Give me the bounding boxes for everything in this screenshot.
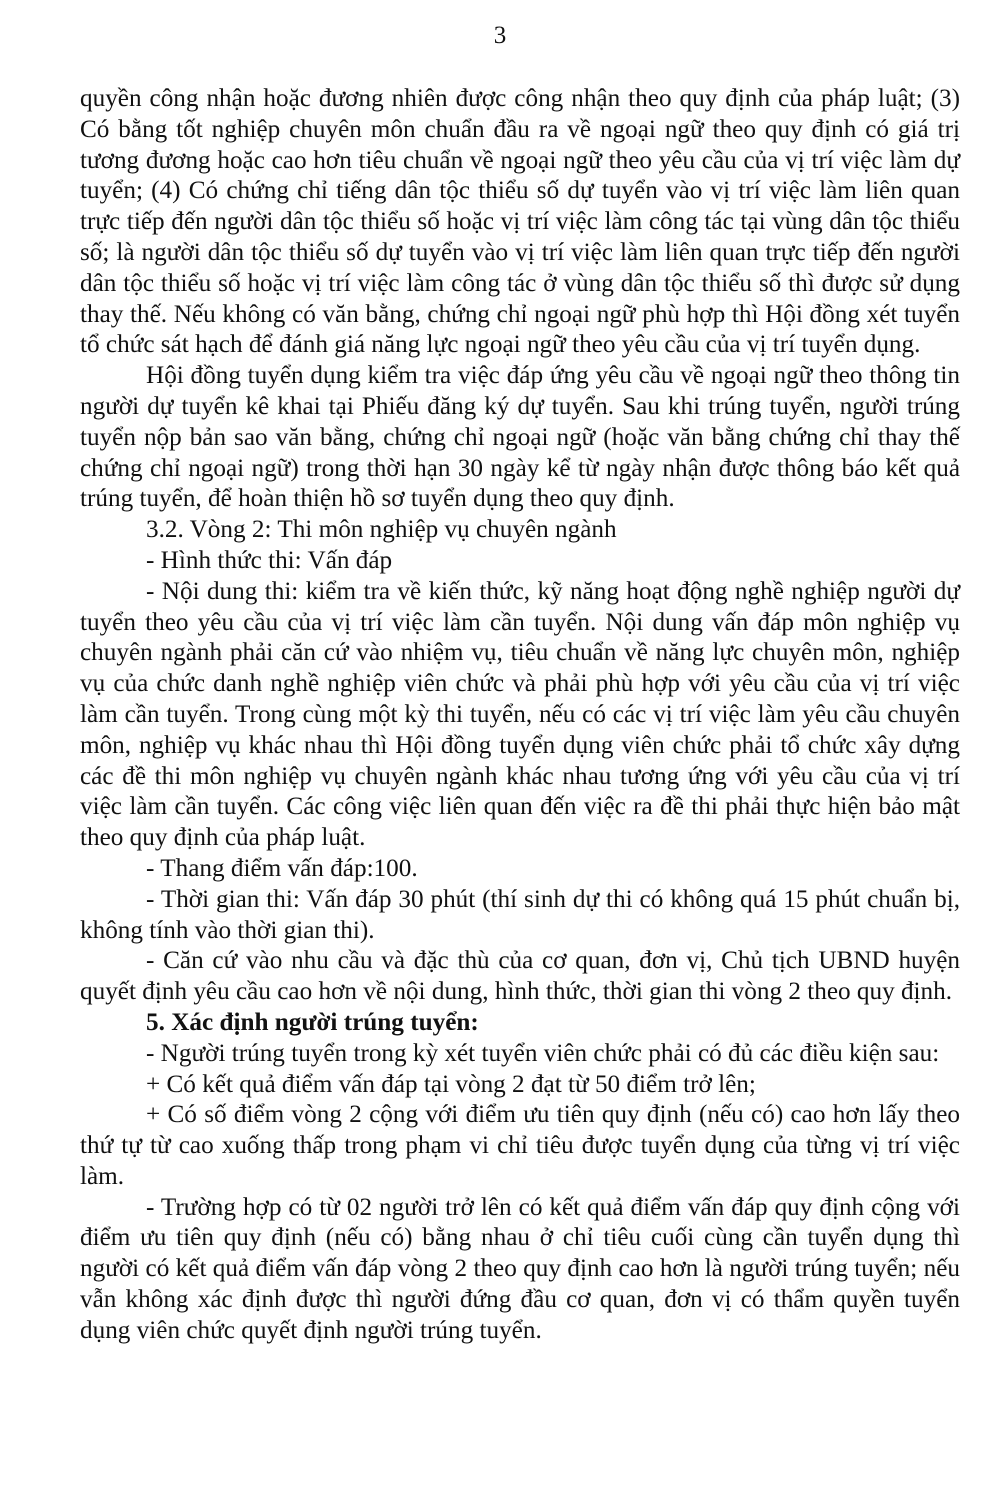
document-body — [80, 84, 960, 1347]
paragraph-recruitment-council-check: Hội đồng tuyển dụng kiểm tra việc đáp ứng yêu cầu về ngoại ngữ theo thông tin người dự tuyển kê khai tại Phiếu đăng ký dự tuyển. Sau khi trúng tuyển, người trúng tuyển nộp bản sao văn bằng, chứng chỉ ngoại ngữ (hoặc văn bằng chứng chỉ thay thế chứng chỉ ngoại ngữ) trong thời hạn 30 ngày kể từ ngày nhận được thông báo kết quả trúng tuyển, để hoàn thiện hồ sơ tuyển dụng theo quy định. — [80, 362, 960, 513]
list-item-score-scale: - Thang điểm vấn đáp:100. — [146, 854, 418, 882]
list-item-exam-format: - Hình thức thi: Vấn đáp — [146, 546, 393, 574]
list-item-exam-duration: - Thời gian thi: Vấn đáp 30 phút (thí sinh dự thi có không quá 15 phút chuẩn bị, không tính vào thời gian thi). — [80, 885, 960, 944]
list-item-exam-content: - Nội dung thi: kiểm tra về kiến thức, kỹ năng hoạt động nghề nghiệp người dự tuyển theo yêu cầu của vị trí việc làm cần tuyển. Nội dung vấn đáp môn nghiệp vụ chuyên ngành phải căn cứ vào nhiệm vụ, tiêu chuẩn về năng lực chuyên môn, nghiệp vụ của chức danh nghề nghiệp viên chức và phải phù hợp với yêu cầu của vị trí việc làm cần tuyển. Trong cùng một kỳ thi tuyển, nếu có các vị trí việc làm yêu cầu chuyên môn, nghiệp vụ khác nhau thì Hội đồng tuyển dụng viên chức phải tổ chức xây dựng các đề thi môn nghiệp vụ chuyên ngành khác nhau tương ứng với yêu cầu của vị trí việc làm cần tuyển. Các công việc liên quan đến việc ra đề thi phải thực hiện bảo mật theo quy định của pháp luật. — [80, 577, 960, 852]
paragraph-foreign-language-continuation: quyền công nhận hoặc đương nhiên được công nhận theo quy định của pháp luật; (3) Có bằng tốt nghiệp chuyên môn chuẩn đầu ra về ngoại ngữ theo quy định có giá trị tương đương hoặc cao hơn tiêu chuẩn về ngoại ngữ theo yêu cầu của vị trí việc làm dự tuyển; (4) Có chứng chỉ tiếng dân tộc thiểu số dự tuyển vào vị trí việc làm liên quan trực tiếp đến người dân tộc thiểu số hoặc vị trí việc làm công tác tại vùng dân tộc thiểu số; là người dân tộc thiểu số dự tuyển vào vị trí việc làm liên quan trực tiếp đến người dân tộc thiểu số hoặc vị trí việc làm công tác ở vùng dân tộc thiểu số thì được sử dụng thay thế. Nếu không có văn bằng, chứng chỉ ngoại ngữ phù hợp thì Hội đồng xét tuyển tổ chức sát hạch để đánh giá năng lực ngoại ngữ theo yêu cầu của vị trí tuyển dụng. — [80, 85, 960, 359]
list-item-conditions-intro: - Người trúng tuyển trong kỳ xét tuyển viên chức phải có đủ các điều kiện sau: — [146, 1039, 940, 1067]
list-item-district-decision: - Căn cứ vào nhu cầu và đặc thù của cơ quan, đơn vị, Chủ tịch UBND huyện quyết định yêu cầu cao hơn về nội dung, hình thức, thời gian thi vòng 2 theo quy định. — [80, 947, 960, 1006]
section-heading-round-2: 3.2. Vòng 2: Thi môn nghiệp vụ chuyên ngành — [146, 516, 617, 544]
list-item-condition-ranking: + Có số điểm vòng 2 cộng với điểm ưu tiên quy định (nếu có) cao hơn lấy theo thứ tự từ cao xuống thấp trong phạm vi chỉ tiêu được tuyển dụng của từng vị trí việc làm. — [80, 1101, 960, 1190]
list-item-condition-score: + Có kết quả điểm vấn đáp tại vòng 2 đạt từ 50 điểm trở lên; — [146, 1070, 756, 1098]
section-heading-successful-candidates: 5. Xác định người trúng tuyển: — [146, 1008, 479, 1036]
page-number: 3 — [493, 22, 507, 49]
list-item-tie-break: - Trường hợp có từ 02 người trở lên có kết quả điểm vấn đáp quy định cộng với điểm ưu tiên quy định (nếu có) bằng nhau ở chỉ tiêu cuối cùng cần tuyển dụng thì người có kết quả điểm vấn đáp vòng 2 theo quy định cao hơn là người trúng tuyển; nếu vẫn không xác định được thì người đứng đầu cơ quan, đơn vị có thẩm quyền tuyển dụng viên chức quyết định người trúng tuyển. — [80, 1193, 960, 1344]
